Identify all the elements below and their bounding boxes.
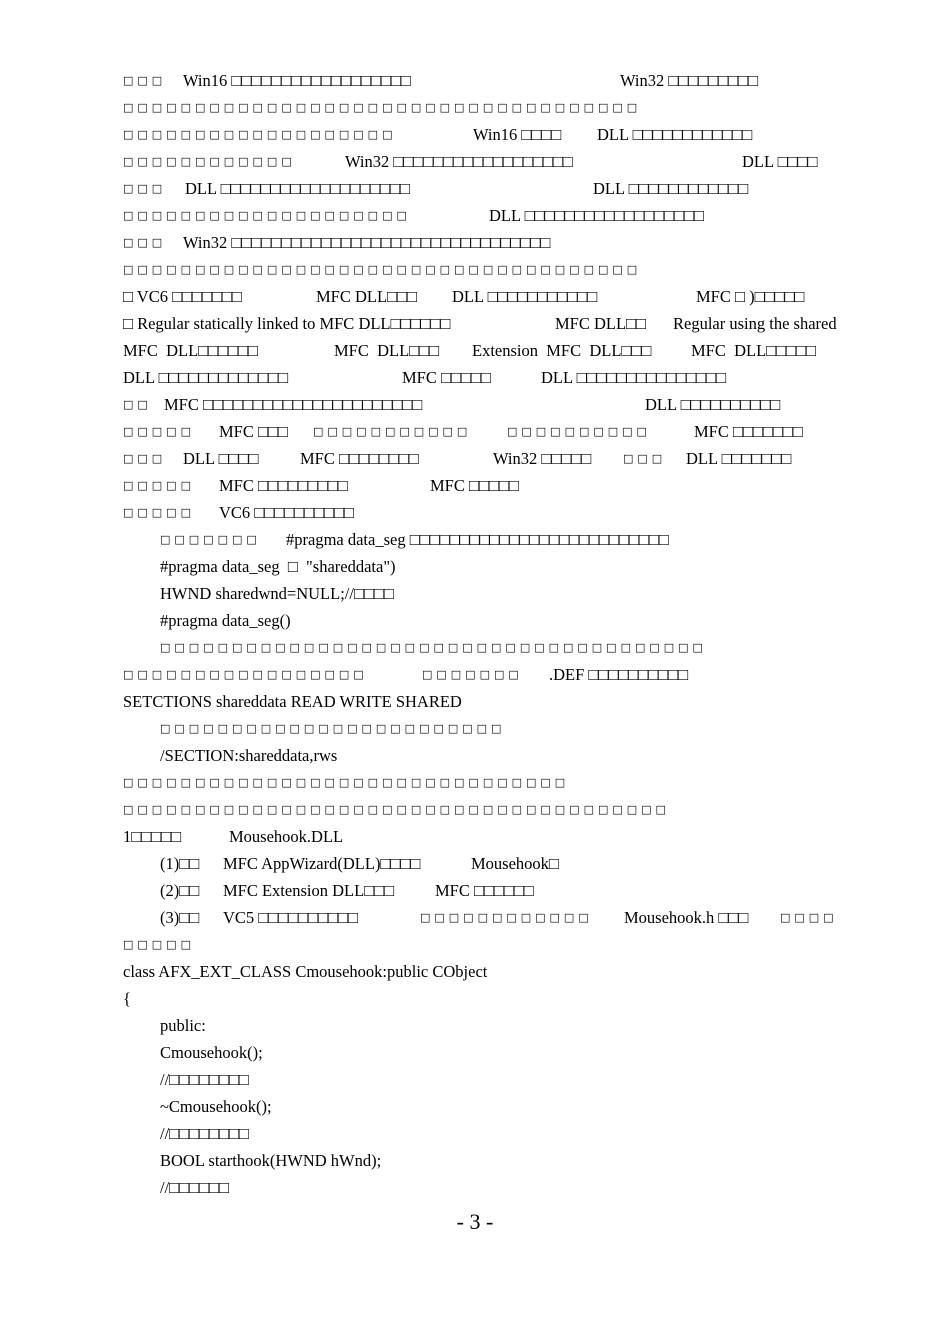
text-segment: □□□□□ <box>123 938 195 951</box>
page-number: - 3 - <box>456 1209 494 1234</box>
text-segment: □□ <box>123 398 152 411</box>
text-segment: DLL □□□□□□□□□□□□ <box>593 179 749 198</box>
text-line <box>0 715 950 742</box>
text-segment: MFC □□□ <box>219 422 288 441</box>
text-line <box>0 445 950 472</box>
text-segment: DLL □□□□ <box>183 449 259 468</box>
text-segment: DLL □□□□□□□□□□□□□□□ <box>541 368 727 387</box>
text-line <box>0 499 950 526</box>
text-segment: BOOL starthook(HWND hWnd); <box>160 1151 382 1170</box>
text-segment: Extension MFC DLL□□□ <box>472 341 652 360</box>
text-line <box>0 94 950 121</box>
text-segment: MFC □□□□□ <box>402 368 491 387</box>
text-segment: DLL □□□□□□□□□□□□□□□□□□ <box>489 206 704 225</box>
text-segment: Mousehook.h □□□ <box>624 908 749 927</box>
text-segment: DLL □□□□□□□□□□□□□ <box>123 368 289 387</box>
text-segment: MFC DLL□□□□□□ <box>123 341 258 360</box>
text-segment: SETCTIONS shareddata READ WRITE SHARED <box>123 692 462 711</box>
text-segment: HWND sharedwnd=NULL;//□□□□ <box>160 584 394 603</box>
text-segment: .DEF □□□□□□□□□□ <box>549 665 689 684</box>
text-segment: MFC □□□□□□ <box>435 881 534 900</box>
text-line <box>0 1147 950 1174</box>
text-segment: Win32 □□□□□□□□□□□□□□□□□□□□□□□□□□□□□□□□ <box>183 233 551 252</box>
text-line <box>0 742 950 769</box>
text-segment: 1□□□□□ <box>123 827 182 846</box>
text-line <box>0 364 950 391</box>
text-line <box>0 1012 950 1039</box>
text-line <box>0 472 950 499</box>
text-segment: □□□□□□□ <box>160 533 261 546</box>
text-line <box>0 175 950 202</box>
text-segment: □□□ <box>123 452 167 465</box>
text-segment: □ VC6 □□□□□□□ <box>123 287 242 306</box>
text-line <box>0 310 950 337</box>
text-line <box>0 229 950 256</box>
text-segment: (3)□□ <box>160 908 200 927</box>
text-segment: □□□ <box>123 74 167 87</box>
text-segment: □□□□□ <box>123 479 195 492</box>
text-segment: □□□□□□□ <box>422 668 523 681</box>
text-segment: (2)□□ <box>160 881 200 900</box>
text-segment: □□□ <box>623 452 667 465</box>
text-segment: □□□□□□□□□□ <box>507 425 651 438</box>
text-segment: □□□□□□□□□□□□□□□□□□□□ <box>123 209 411 222</box>
text-line <box>0 985 950 1012</box>
text-segment: Win32 □□□□□ <box>493 449 592 468</box>
text-segment: □□□□□□□□□□□□□□□□□□□ <box>123 128 397 141</box>
text-segment: DLL □□□□□□□□□□□ <box>452 287 598 306</box>
text-line <box>0 958 950 985</box>
text-segment: □□□□□ <box>123 425 195 438</box>
text-segment: □□□□□□□□□□□□□□□□□□□□□□□□□□□□□□□□□□□□□□ <box>123 803 670 816</box>
text-segment: □□□□□□□□□□□□□□□□□□□□□□□□ <box>160 722 506 735</box>
text-line <box>0 1093 950 1120</box>
text-line <box>0 1039 950 1066</box>
text-segment: □□□□□□□□□□□□□□□□□ <box>123 668 368 681</box>
text-line <box>0 823 950 850</box>
text-segment: MFC DLL□□ <box>555 314 646 333</box>
text-segment: Win16 □□□□ <box>473 125 562 144</box>
text-line <box>0 607 950 634</box>
text-line <box>0 634 950 661</box>
text-segment: //□□□□□□□□ <box>160 1070 249 1089</box>
text-segment: □ Regular statically linked to MFC DLL□□□□□□ <box>123 314 451 333</box>
text-segment: Win32 □□□□□□□□□□□□□□□□□□ <box>345 152 573 171</box>
text-segment: MFC □□□□□□□□□ <box>219 476 348 495</box>
text-segment: Cmousehook(); <box>160 1043 263 1062</box>
text-line <box>0 1066 950 1093</box>
text-segment: MFC □□□□□ <box>430 476 519 495</box>
text-segment: #pragma data_seg □ "shareddata") <box>160 557 396 576</box>
text-line <box>0 202 950 229</box>
text-segment: DLL □□□□□□□□□□□□□□□□□□□ <box>185 179 410 198</box>
text-line <box>0 1174 950 1201</box>
text-line <box>0 391 950 418</box>
text-segment: MFC DLL□□□ <box>334 341 440 360</box>
text-segment: DLL □□□□□□□ <box>686 449 792 468</box>
text-segment: □□□□□□□□□□□□ <box>420 911 593 924</box>
text-segment: □□□□□□□□□□□□□□□□□□□□□□□□□□□□□□□□□□□□□□ <box>160 641 707 654</box>
text-line <box>0 688 950 715</box>
text-line <box>0 283 950 310</box>
text-line <box>0 67 950 94</box>
text-segment: MFC Extension DLL□□□ <box>223 881 395 900</box>
text-segment: (1)□□ <box>160 854 200 873</box>
text-segment: //□□□□□□ <box>160 1178 229 1197</box>
text-segment: MFC □□□□□□□ <box>694 422 803 441</box>
text-line <box>0 256 950 283</box>
text-line <box>0 796 950 823</box>
text-segment: Win32 □□□□□□□□□ <box>620 71 759 90</box>
text-segment: MFC □□□□□□□□□□□□□□□□□□□□□□ <box>164 395 423 414</box>
text-segment: DLL □□□□□□□□□□□□ <box>597 125 753 144</box>
text-line <box>0 931 950 958</box>
text-line <box>0 337 950 364</box>
text-line <box>0 904 950 931</box>
text-line <box>0 769 950 796</box>
text-line <box>0 553 950 580</box>
text-segment: □□□□□□□□□□□□□□□□□□□□□□□□□□□□□□□ <box>123 776 570 789</box>
text-segment: #pragma data_seg □□□□□□□□□□□□□□□□□□□□□□□□□□ <box>286 530 669 549</box>
text-segment: public: <box>160 1016 206 1035</box>
text-segment: □□□□□□□□□□□□□□□□□□□□□□□□□□□□□□□□□□□□ <box>123 263 642 276</box>
text-segment: DLL □□□□ <box>742 152 818 171</box>
text-segment: DLL □□□□□□□□□□ <box>645 395 781 414</box>
text-segment: Win16 □□□□□□□□□□□□□□□□□□ <box>183 71 411 90</box>
text-line <box>0 661 950 688</box>
text-segment: /SECTION:shareddata,rws <box>160 746 338 765</box>
text-segment: #pragma data_seg() <box>160 611 291 630</box>
text-segment: MFC □ )□□□□□ <box>696 287 805 306</box>
text-line <box>0 526 950 553</box>
text-segment: □□□□□□□□□□□ <box>313 425 472 438</box>
text-line <box>0 877 950 904</box>
text-line <box>0 850 950 877</box>
text-line <box>0 121 950 148</box>
text-segment: VC6 □□□□□□□□□□ <box>219 503 354 522</box>
text-segment: □□□□ <box>780 911 838 924</box>
text-segment: Mousehook.DLL <box>229 827 344 846</box>
text-segment: Mousehook□ <box>471 854 559 873</box>
text-segment: □□□□□□□□□□□□□□□□□□□□□□□□□□□□□□□□□□□□ <box>123 101 642 114</box>
text-segment: □□□□□ <box>123 506 195 519</box>
text-segment: MFC □□□□□□□□ <box>300 449 419 468</box>
text-segment: ~Cmousehook(); <box>160 1097 272 1116</box>
text-segment: □□□ <box>123 236 167 249</box>
text-line <box>0 418 950 445</box>
text-line <box>0 580 950 607</box>
text-segment: Regular using the shared <box>673 314 837 333</box>
text-segment: class AFX_EXT_CLASS Cmousehook:public CObject <box>123 962 488 981</box>
text-segment: MFC DLL□□□ <box>316 287 417 306</box>
text-segment: □□□□□□□□□□□□ <box>123 155 296 168</box>
text-segment: □□□ <box>123 182 167 195</box>
text-segment: MFC DLL□□□□□ <box>691 341 817 360</box>
text-segment: VC5 □□□□□□□□□□ <box>223 908 358 927</box>
text-segment: //□□□□□□□□ <box>160 1124 249 1143</box>
text-segment: MFC AppWizard(DLL)□□□□ <box>223 854 421 873</box>
text-segment: { <box>123 989 131 1008</box>
text-line <box>0 1120 950 1147</box>
text-line <box>0 148 950 175</box>
